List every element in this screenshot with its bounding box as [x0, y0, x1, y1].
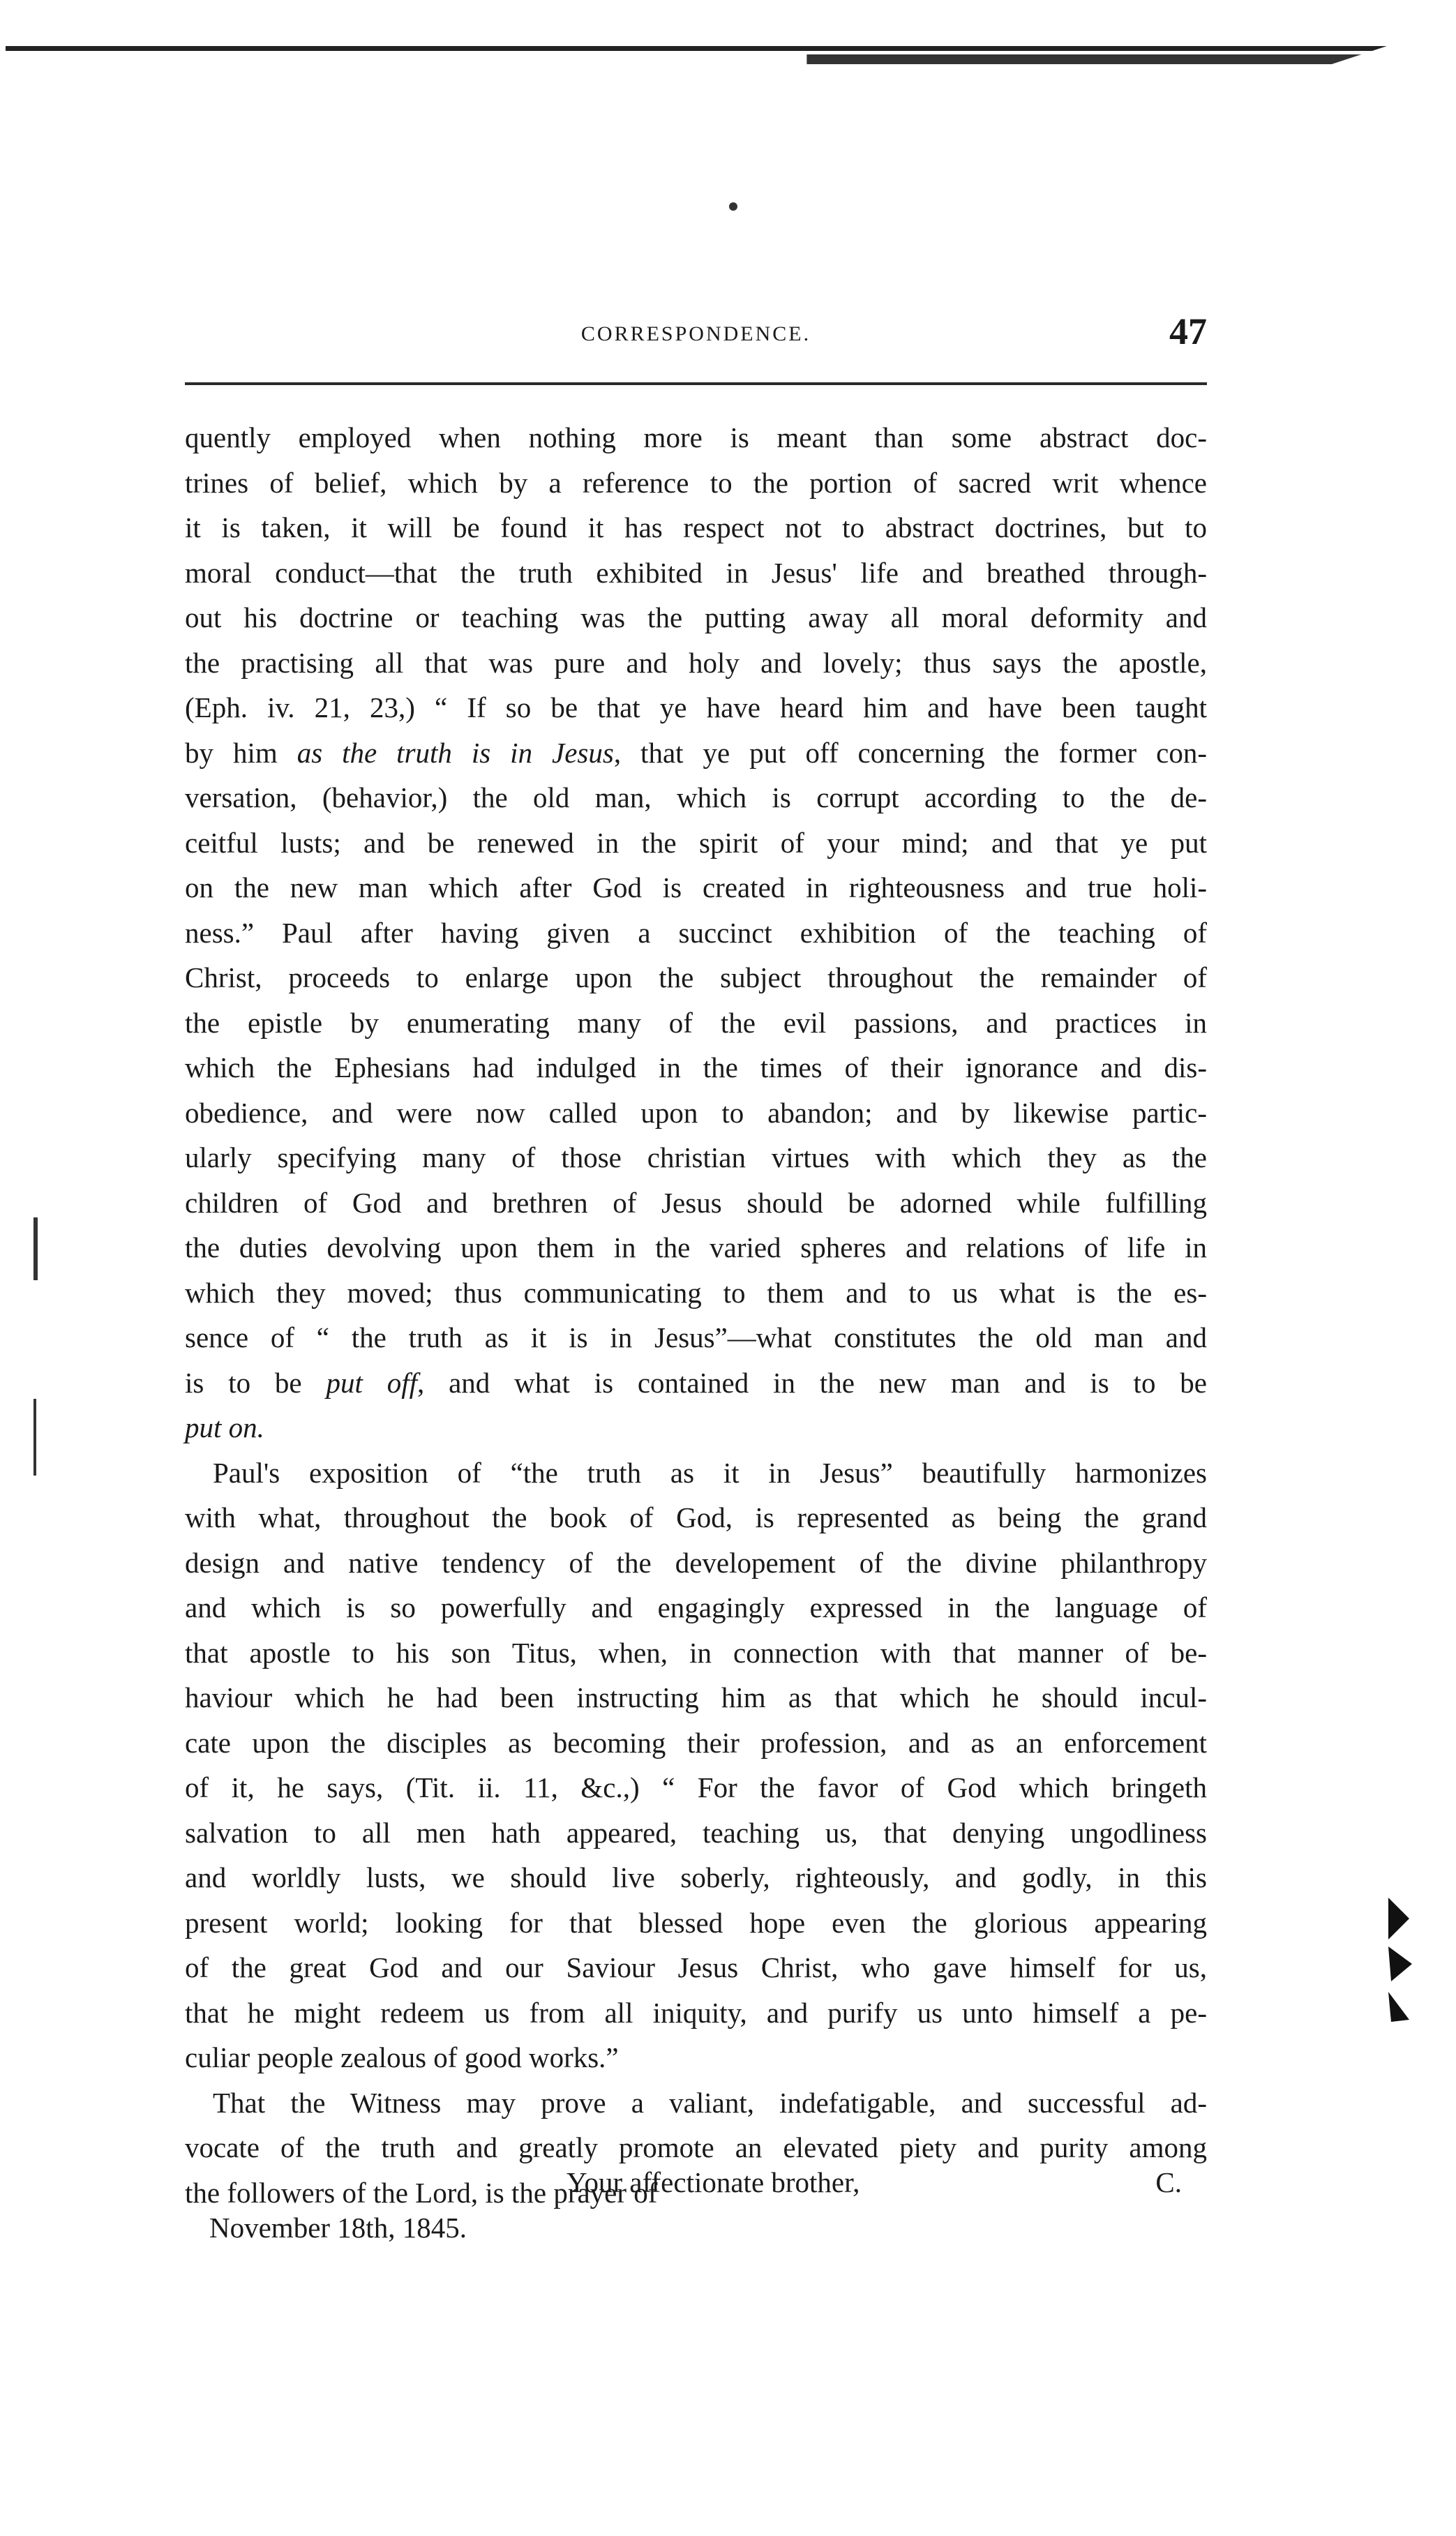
- text-line: [185, 1405, 1207, 1450]
- header-rule: [185, 382, 1207, 385]
- author-initial: C.: [1155, 2166, 1182, 2198]
- letter-date: November 18th, 1845.: [209, 2211, 467, 2244]
- italic-phrase: as the truth is in Jesus: [297, 736, 614, 769]
- text-line: trines of belief, which by a reference to the portion of sacred writ whence: [185, 466, 1207, 499]
- top-border-rule: [6, 46, 1387, 64]
- text-line: the followers of the Lord, is the prayer of: [185, 2176, 658, 2209]
- text-line: that he might redeem us from all iniquity, and purify us unto himself a pe-: [185, 1996, 1207, 2029]
- margin-mark: [729, 202, 737, 211]
- text-line: [185, 1360, 1207, 1406]
- text-line: ularly specifying many of those christian virtues with which they as the: [185, 1141, 1207, 1173]
- text-line: out his doctrine or teaching was the putting away all moral deformity and: [185, 601, 1207, 633]
- text-line: (Eph. iv. 21, 23,) “ If so be that ye have heard him and have been taught: [185, 691, 1207, 723]
- text-line: and worldly lusts, we should live soberly, righteously, and godly, in this: [185, 1861, 1207, 1893]
- page-edge-marks: [1388, 1898, 1412, 2023]
- text-line: culiar people zealous of good works.”: [185, 2041, 619, 2073]
- text-line: on the new man which after God is created in righteousness and true holi-: [185, 871, 1207, 903]
- text-line: present world; looking for that blessed hope even the glorious appearing: [185, 1906, 1207, 1939]
- text-line: of the great God and our Saviour Jesus Christ, who gave himself for us,: [185, 1951, 1207, 1983]
- text-line: of it, he says, (Tit. ii. 11, &c.,) “ For the favor of God which bringeth: [185, 1771, 1207, 1803]
- letter-closing: [185, 2160, 1207, 2250]
- text-line: which they moved; thus communicating to them and to us what is the es-: [185, 1276, 1207, 1309]
- running-title: CORRESPONDENCE.: [580, 322, 811, 345]
- text-line: children of God and brethren of Jesus should be adorned while fulfilling: [185, 1186, 1207, 1219]
- text-line: it is taken, it will be found it has respect not to abstract doctrines, but to: [185, 511, 1207, 543]
- margin-mark: [33, 1399, 36, 1476]
- italic-phrase: put off: [326, 1366, 417, 1399]
- page-number: 47: [1169, 310, 1207, 352]
- text-line: with what, throughout the book of God, is represented as being the grand: [185, 1501, 1207, 1533]
- text-line: vocate of the truth and greatly promote an elevated piety and purity among: [185, 2131, 1207, 2163]
- text-line: cate upon the disciples as becoming their profession, and as an enforcement: [185, 1726, 1207, 1759]
- date-row: [185, 2205, 1207, 2251]
- text-span: , and what is contained in the new man and is to be: [417, 1366, 1207, 1399]
- text-line: haviour which he had been instructing him as that which he should incul-: [185, 1681, 1207, 1713]
- text-line: sence of “ the truth as it is in Jesus”—what constitutes the old man and: [185, 1321, 1207, 1353]
- text-line: versation, (behavior,) the old man, which is corrupt according to the de-: [185, 781, 1207, 813]
- margin-mark: [33, 1217, 38, 1280]
- text-line: the epistle by enumerating many of the evil passions, and practices in: [185, 1006, 1207, 1039]
- text-line: that apostle to his son Titus, when, in connection with that manner of be-: [185, 1636, 1207, 1669]
- text-span: , that ye put off concerning the former con-: [613, 736, 1208, 769]
- text-line: ceitful lusts; and be renewed in the spirit of your mind; and that ye put: [185, 826, 1207, 859]
- paragraph-start-line: Paul's exposition of “the truth as it in Jesus” beautifully harmonizes: [213, 1456, 1207, 1489]
- paragraph-start-line: That the Witness may prove a valiant, indefatigable, and successful ad-: [213, 2086, 1207, 2119]
- text-line: the practising all that was pure and holy and lovely; thus says the apostle,: [185, 646, 1207, 679]
- text-line: obedience, and were now called upon to abandon; and by likewise partic-: [185, 1096, 1207, 1129]
- text-line: Christ, proceeds to enlarge upon the subject throughout the remainder of: [185, 961, 1207, 993]
- text-line: the duties devolving upon them in the varied spheres and relations of life in: [185, 1231, 1207, 1263]
- italic-phrase: put on.: [185, 1411, 264, 1443]
- running-head: [185, 307, 1207, 352]
- text-line: quently employed when nothing more is meant than some abstract doc-: [185, 421, 1207, 453]
- text-line: which the Ephesians had indulged in the times of their ignorance and dis-: [185, 1051, 1207, 1083]
- text-line: [185, 730, 1207, 776]
- text-line: and which is so powerfully and engagingly expressed in the language of: [185, 1591, 1207, 1623]
- text-span: is to be: [185, 1366, 302, 1399]
- article-body: [185, 415, 1207, 2215]
- text-span: by him: [185, 736, 278, 769]
- signature-row: [185, 2160, 1207, 2205]
- salutation: Your affectionate brother,: [566, 2166, 860, 2198]
- text-line: moral conduct—that the truth exhibited in Jesus' life and breathed through-: [185, 556, 1207, 589]
- text-line: salvation to all men hath appeared, teaching us, that denying ungodliness: [185, 1816, 1207, 1849]
- text-line: ness.” Paul after having given a succinct exhibition of the teaching of: [185, 916, 1207, 949]
- text-line: design and native tendency of the developement of the divine philanthropy: [185, 1546, 1207, 1579]
